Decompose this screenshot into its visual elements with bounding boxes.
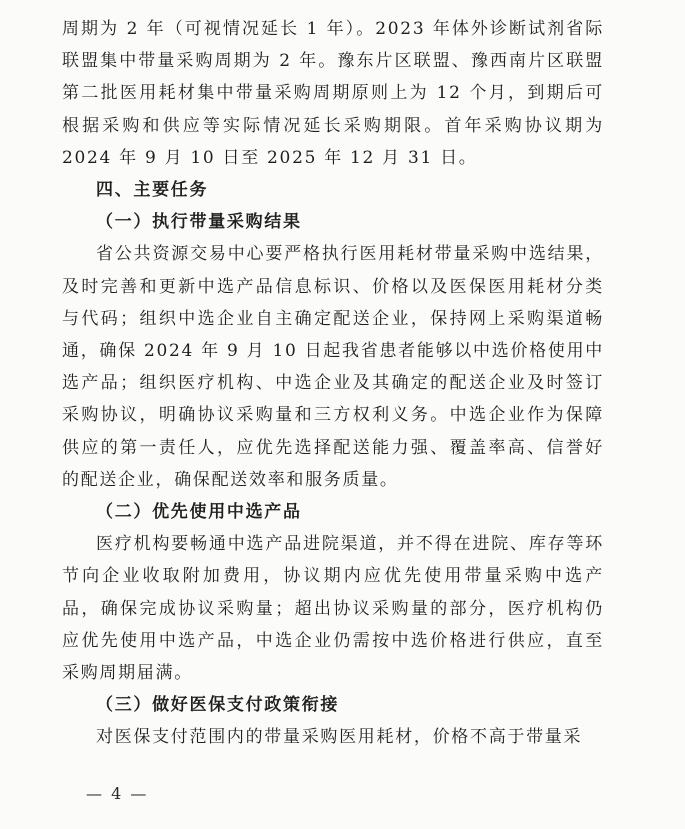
subsection-heading-1: （一）执行带量采购结果	[96, 212, 302, 233]
page-number: — 4 —	[86, 784, 149, 803]
subsection-heading-3: （三）做好医保支付政策衔接	[96, 695, 340, 716]
section-heading-main-tasks: 四、主要任务	[96, 180, 209, 201]
paragraph-purchase-cycle: 周期为 2 年（可视情况延长 1 年）。2023 年体外诊断试剂省际联盟集中带量采购周期为 2 年。豫东片区联盟、豫西南片区联盟第二批医用耗材集中带量采购周期原则上为 12 个月，到期后可根据采购和供应等实际情况延长采购期限。首年采购协议期为 2024 年 9 月 10 日至 2025 年 12 月 31 日。	[62, 19, 604, 168]
paragraph-priority-use: 医疗机构要畅通中选产品进院渠道，并不得在进院、库存等环节向企业收取附加费用，协议期内应优先使用带量采购中选产品，确保完成协议采购量；超出协议采购量的部分，医疗机构仍应优先使用中选产品，中选企业仍需按中选价格进行供应，直至采购周期届满。	[62, 534, 604, 684]
document-body	[62, 13, 604, 754]
paragraph-execute-results: 省公共资源交易中心要严格执行医用耗材带量采购中选结果，及时完善和更新中选产品信息标识、价格以及医保医用耗材分类与代码；组织中选企业自主确定配送企业，保持网上采购渠道畅通，确保 2024 年 9 月 10 日起我省患者能够以中选价格使用中选产品；组织医疗机构、中选企业及其确定的配送企业及时签订采购协议，明确协议采购量和三方权利义务。中选企业作为保障供应的第一责任人，应优先选择配送能力强、覆盖率高、信誉好的配送企业，确保配送效率和服务质量。	[62, 244, 604, 490]
subsection-heading-2: （二）优先使用中选产品	[96, 502, 302, 523]
paragraph-insurance-payment: 对医保支付范围内的带量采购医用耗材，价格不高于带量采	[96, 727, 583, 748]
